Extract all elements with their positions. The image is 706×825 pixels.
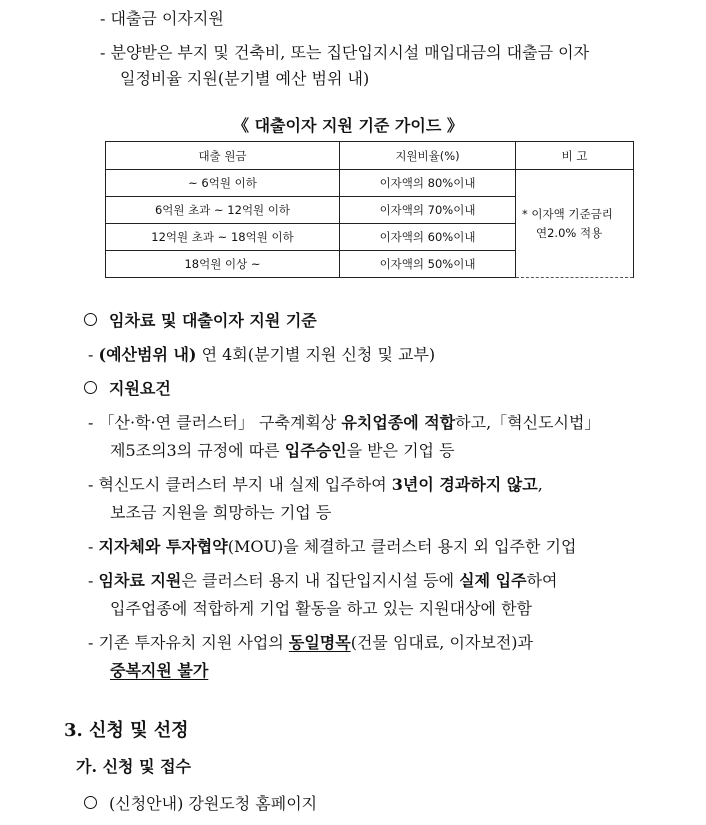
section-3-subheading: 가. 신청 및 접수 (76, 757, 192, 776)
guide-table (105, 141, 634, 278)
section-3-item-text: (신청안내) 강원도청 홈페이지 (109, 794, 318, 813)
criteria-heading-text: 임차료 및 대출이자 지원 기준 (109, 311, 317, 330)
requirement-2-line-1 (88, 472, 543, 495)
circle-bullet-icon (84, 313, 97, 326)
intro-line-2a: - 분양받은 부지 및 건축비, 또는 집단입지시설 매입대금의 대출금 이자 (100, 43, 590, 62)
req1-d: 제5조의3의 규정에 따른 (110, 441, 285, 460)
row-rate: 이자액의 70%이내 (340, 197, 516, 224)
note-line-1: * 이자액 기준금리 (522, 206, 613, 221)
req1-c: 하고,「혁신도시법」 (455, 413, 601, 432)
requirement-5-line-1 (88, 630, 533, 653)
req2-a: 혁신도시 클러스터 부지 내 실제 입주하여 (98, 475, 392, 494)
requirement-1-line-1 (88, 410, 600, 433)
row-rate: 이자액의 60%이내 (340, 224, 516, 251)
table-row (106, 170, 634, 197)
dash: - (88, 475, 94, 494)
requirements-heading-text: 지원요건 (109, 379, 171, 398)
circle-bullet-icon (84, 381, 97, 394)
criteria-heading (84, 308, 317, 331)
requirement-1-line-2 (110, 438, 455, 461)
note-cell (516, 170, 634, 278)
row-principal: 6억원 초과 ~ 12억원 이하 (106, 197, 340, 224)
row-principal: 12억원 초과 ~ 18억원 이하 (106, 224, 340, 251)
dash: - (88, 633, 94, 652)
row-principal: 18억원 이상 ~ (106, 251, 340, 278)
criteria-item-bold: (예산범위 내) (98, 345, 197, 364)
intro-line-2b: 일정비율 지원(분기별 예산 범위 내) (120, 69, 370, 88)
criteria-item-rest: 연 4회(분기별 지원 신청 및 교부) (196, 345, 436, 364)
row-principal: ~ 6억원 이하 (106, 170, 340, 197)
req5-c: (건물 임대료, 이자보전)과 (350, 633, 534, 652)
req1-e: 입주승인 (284, 441, 347, 460)
intro-line-1: - 대출금 이자지원 (100, 9, 224, 28)
dash: - (88, 537, 94, 556)
req4-d: 하여 (526, 571, 558, 590)
requirement-4-line-2: 입주업종에 적합하게 기업 활동을 하고 있는 지원대상에 한함 (110, 599, 533, 618)
row-rate: 이자액의 80%이내 (340, 170, 516, 197)
guide-header-row (106, 142, 634, 170)
req1-f: 을 받은 기업 등 (346, 441, 455, 460)
req2-b: 3년이 경과하지 않고 (391, 475, 538, 494)
req3-b: (MOU)을 체결하고 클러스터 용지 외 입주한 기업 (227, 537, 577, 556)
header-principal: 대출 원금 (106, 142, 340, 170)
req4-b: 은 클러스터 용지 내 집단입지시설 등에 (181, 571, 460, 590)
req5-a: 기존 투자유치 지원 사업의 (98, 633, 289, 652)
circle-bullet-icon (84, 796, 97, 809)
requirement-4-line-1 (88, 568, 558, 591)
dash: - (88, 413, 94, 432)
req1-b: 유치업종에 적합 (341, 413, 456, 432)
requirement-2-line-2: 보조금 지원을 희망하는 기업 등 (110, 503, 332, 522)
req3-a: 지자체와 투자협약 (98, 537, 228, 556)
header-rate: 지원비율(%) (340, 142, 516, 170)
row-rate: 이자액의 50%이내 (340, 251, 516, 278)
note-line-2: 연2.0% 적용 (536, 225, 603, 240)
req4-a: 임차료 지원 (98, 571, 182, 590)
req1-a: 「산·학·연 클러스터」 구축계획상 (98, 413, 342, 432)
section-3-heading: 3. 신청 및 선정 (64, 720, 189, 741)
requirement-5-line-2: 중복지원 불가 (110, 661, 209, 680)
header-note: 비 고 (516, 142, 634, 170)
req4-c: 실제 입주 (459, 571, 527, 590)
requirement-3 (88, 534, 576, 557)
guide-title: 《 대출이자 지원 기준 가이드 》 (233, 116, 463, 135)
dash: - (88, 345, 94, 364)
req5-b: 동일명목 (288, 633, 351, 652)
criteria-item (88, 342, 435, 365)
section-3-item (84, 791, 317, 814)
requirements-heading (84, 376, 171, 399)
req2-c: , (537, 475, 543, 494)
dash: - (88, 571, 94, 590)
